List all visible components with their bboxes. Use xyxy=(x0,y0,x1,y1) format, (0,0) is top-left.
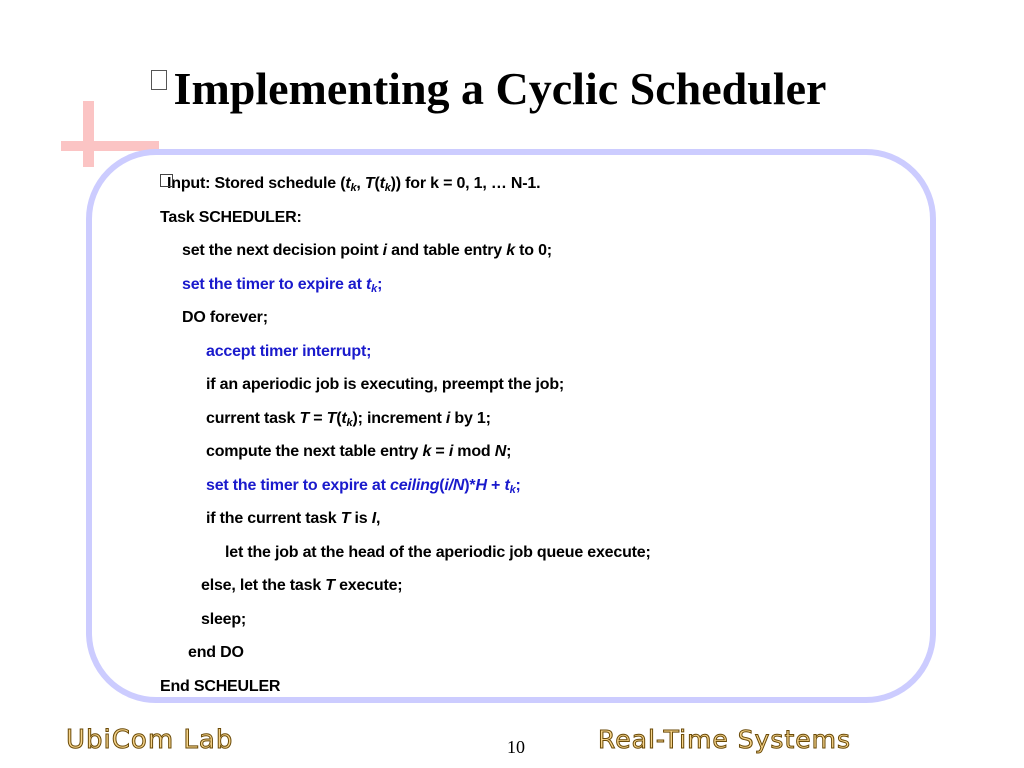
code-var: t xyxy=(345,175,351,192)
code-text: ); increment xyxy=(352,409,446,427)
code-var: k xyxy=(384,182,391,194)
code-var: N xyxy=(494,443,507,460)
code-text: current task xyxy=(206,409,300,427)
slide-title: Implementing a Cyclic Scheduler xyxy=(173,63,827,114)
code-var: k xyxy=(422,443,432,460)
code-var: I xyxy=(371,510,376,527)
code-var: k xyxy=(371,282,378,295)
code-line-accept-interrupt: accept timer interrupt; xyxy=(206,342,372,360)
code-line-init xyxy=(160,240,920,274)
code-text: ; xyxy=(506,443,512,460)
code-text: + xyxy=(486,476,505,494)
code-text: if the current task xyxy=(206,510,341,527)
code-var: T xyxy=(364,175,375,192)
code-line-input xyxy=(160,173,920,207)
footer-lab-name: UbiCom Lab xyxy=(66,725,234,755)
page-number: 10 xyxy=(507,737,525,757)
code-var: k xyxy=(509,483,516,496)
code-var: k xyxy=(350,182,357,194)
code-var: k xyxy=(506,242,515,259)
code-text: set the next decision point xyxy=(182,242,383,259)
code-text: compute the next table entry xyxy=(206,443,423,460)
code-var: i xyxy=(445,409,451,427)
bullet-placeholder-icon xyxy=(151,70,167,90)
code-var: t xyxy=(366,275,372,293)
code-text: set the timer to expire at xyxy=(206,476,390,494)
code-text: ; xyxy=(377,275,383,293)
code-line-preempt: if an aperiodic job is executing, preempt the job; xyxy=(206,376,565,393)
pseudocode-block xyxy=(160,173,920,709)
code-text: I xyxy=(167,175,172,192)
code-line-set-timer-ceiling xyxy=(160,475,920,509)
code-text: nput: Stored schedule ( xyxy=(171,175,346,192)
code-line-current-task xyxy=(160,408,920,442)
bullet-placeholder-icon xyxy=(160,174,173,187)
code-text: mod xyxy=(453,443,495,460)
code-text: , xyxy=(356,175,365,192)
code-var: i xyxy=(382,242,387,259)
code-text: = xyxy=(431,443,449,460)
code-text: set the timer to expire at xyxy=(182,275,366,293)
code-line-end-scheduler: End SCHEULER xyxy=(160,677,281,695)
code-line-do-forever: DO forever; xyxy=(182,309,268,326)
footer-course-name: Real-Time Systems xyxy=(598,725,851,754)
code-line-sleep: sleep; xyxy=(201,610,247,628)
code-text: = xyxy=(309,409,327,427)
code-line-end-do: end DO xyxy=(188,644,244,661)
code-var: k xyxy=(346,416,353,429)
code-line-set-timer xyxy=(160,274,920,308)
code-text: to 0; xyxy=(514,242,552,259)
code-line-compute-entry xyxy=(160,441,920,475)
code-line-else xyxy=(160,575,920,609)
code-text: and table entry xyxy=(386,242,507,259)
code-var: t xyxy=(379,175,385,192)
code-var: ceiling xyxy=(390,476,440,494)
code-text: )* xyxy=(464,476,476,494)
code-text: execute; xyxy=(334,577,403,594)
code-text: ; xyxy=(515,476,521,494)
code-text: by 1; xyxy=(450,409,491,427)
code-line-aperiodic-exec: let the job at the head of the aperiodic job queue execute; xyxy=(225,543,651,561)
code-var: T xyxy=(299,409,310,427)
code-var: t xyxy=(504,476,510,494)
code-text: , xyxy=(375,510,381,527)
code-text: ( xyxy=(439,476,445,494)
code-text: is xyxy=(350,510,372,527)
code-text: ( xyxy=(336,409,342,427)
code-var: T xyxy=(340,510,351,527)
code-var: T xyxy=(326,409,337,427)
code-line-if-idle xyxy=(160,508,920,542)
code-text: else, let the task xyxy=(201,577,326,594)
code-var: t xyxy=(341,409,347,427)
code-text: )) for k = 0, 1, … N-1. xyxy=(390,175,541,192)
code-var: i/N xyxy=(444,476,465,494)
code-line-task: Task SCHEDULER: xyxy=(160,208,302,226)
code-var: H xyxy=(475,476,487,494)
code-var: T xyxy=(325,577,335,594)
code-var: i xyxy=(448,443,454,460)
code-text: ( xyxy=(374,175,380,192)
